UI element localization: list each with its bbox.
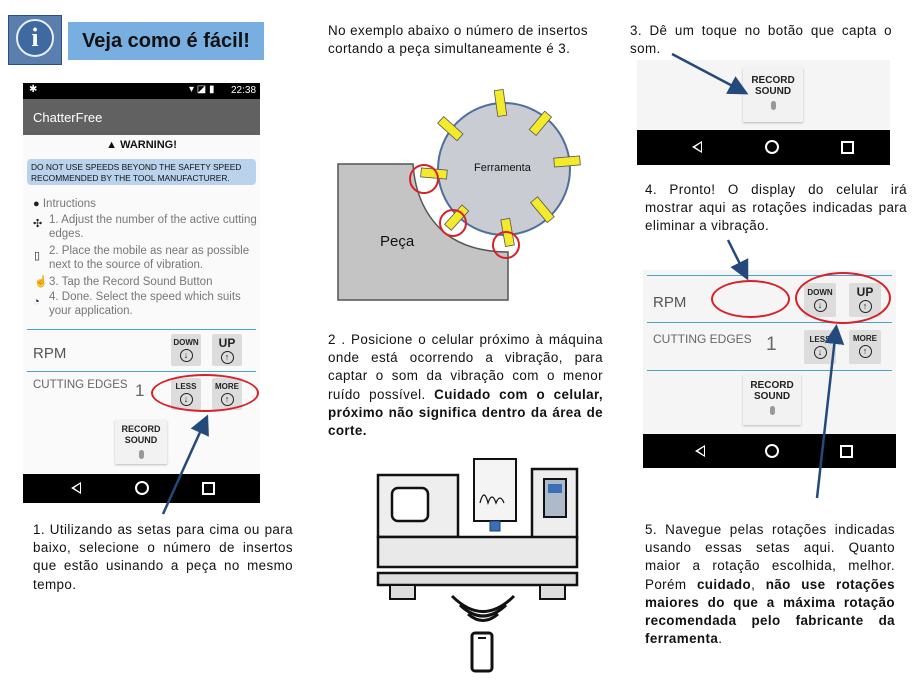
down-label: DOWN [173, 338, 199, 347]
step2-text-a: 2 . Posicione o celular próximo à máquina onde está ocorrendo a vibração, para captar o som da vibração com o menor ruído possível. [328, 332, 603, 402]
record-label: RECORD SOUND [750, 380, 794, 402]
part-label: Peça [380, 233, 415, 250]
phone-vibrate-icon: ▯ [34, 250, 41, 262]
warning-icon: ▲ [106, 139, 121, 151]
fan-icon: ✣ [33, 218, 43, 230]
info-small-icon: ● [33, 198, 40, 210]
step5-text-sep: , [751, 576, 766, 592]
signal-icons: ▾ ◪ ▮ [189, 84, 215, 95]
less-label: LESS [175, 382, 197, 391]
app-title: ChatterFree [33, 110, 103, 125]
cutting-edges-value: 1 [135, 381, 145, 400]
less-label: LESS [809, 335, 831, 344]
up-label: UP [218, 336, 236, 350]
record-label: RECORD SOUND [121, 424, 161, 445]
step-3: 3. Tap the Record Sound Button [49, 276, 213, 288]
step4-text: 4. Pronto! O display do celular irá mostrar aqui as rotações indicadas para eliminar a vibração. [645, 182, 907, 234]
arrow-down-icon: ↓ [180, 393, 193, 406]
hand-tap-icon: ☝ [34, 276, 48, 288]
arrow-up-icon: ↑ [859, 345, 872, 358]
step-1: 1. Adjust the number of the active cutting edges. [49, 214, 257, 240]
step-4: 4. Done. Select the speed which suits your application. [49, 291, 241, 317]
step5-text-careful: cuidado [696, 576, 752, 592]
gauge-icon: ◔ [33, 296, 40, 308]
arrow-to-rpm-display [728, 240, 746, 276]
page-title: Veja como é fácil! [68, 22, 264, 60]
step2-text-warning: Cuidado com o celular, próximo não significa dentro da área de corte. [328, 386, 603, 439]
arrow-up-icon: ↑ [221, 393, 234, 406]
record-label: RECORD SOUND [751, 75, 795, 97]
cutting-edges-label: CUTTING EDGES [33, 379, 128, 391]
more-label: MORE [215, 382, 239, 391]
cutting-edges-label: CUTTING EDGES [653, 332, 752, 346]
arrow-down-icon: ↓ [814, 346, 827, 359]
step1-text: 1. Utilizando as setas para cima ou para baixo, selecione o número de insertos que estão usinando a peça no mesmo tempo. [33, 522, 293, 592]
rpm-label: RPM [653, 294, 687, 311]
warning-title: WARNING! [120, 139, 177, 151]
up-label: UP [856, 285, 874, 299]
instructions-title: Intructions [42, 198, 96, 210]
info-icon: i [16, 19, 54, 57]
more-label: MORE [853, 334, 877, 343]
arrow-down-icon: ↓ [814, 299, 827, 312]
tool-label: Ferramenta [474, 162, 531, 174]
arrow-to-record [672, 54, 744, 92]
step5-text-end: . [718, 631, 723, 647]
intro-text: No exemplo abaixo o número de insertos cortando a peça simultaneamente é 3. [328, 23, 588, 57]
step3-text: 3. Dê um toque no botão que capta o som. [630, 23, 892, 57]
step5-text-a: 5. Navegue pelas rotações indicadas usando essas setas aqui. Quanto maior a rotação escolhida, melhor. Porém [645, 522, 895, 592]
arrow-to-less-more [163, 419, 206, 514]
cutting-edges-value: 1 [766, 334, 777, 355]
arrow-up-icon: ↑ [221, 351, 234, 364]
android-icon: ✱ [29, 84, 38, 95]
rpm-label: RPM [33, 345, 67, 362]
arrow-down-icon: ↓ [180, 349, 193, 362]
arrow-to-up-down [817, 329, 836, 498]
status-time: 22:38 [231, 85, 257, 96]
warning-text: DO NOT USE SPEEDS BEYOND THE SAFETY SPEED RECOMMENDED BY THE TOOL MANUFACTURER. [31, 162, 242, 183]
down-label: DOWN [807, 288, 833, 297]
step5-text-warning: não use rotações maiores do que a máxima rotação recomendada pelo fabricante da ferramenta [645, 576, 895, 647]
arrow-up-icon: ↑ [859, 300, 872, 313]
step-2: 2. Place the mobile as near as possible next to the source of vibration. [49, 245, 250, 271]
